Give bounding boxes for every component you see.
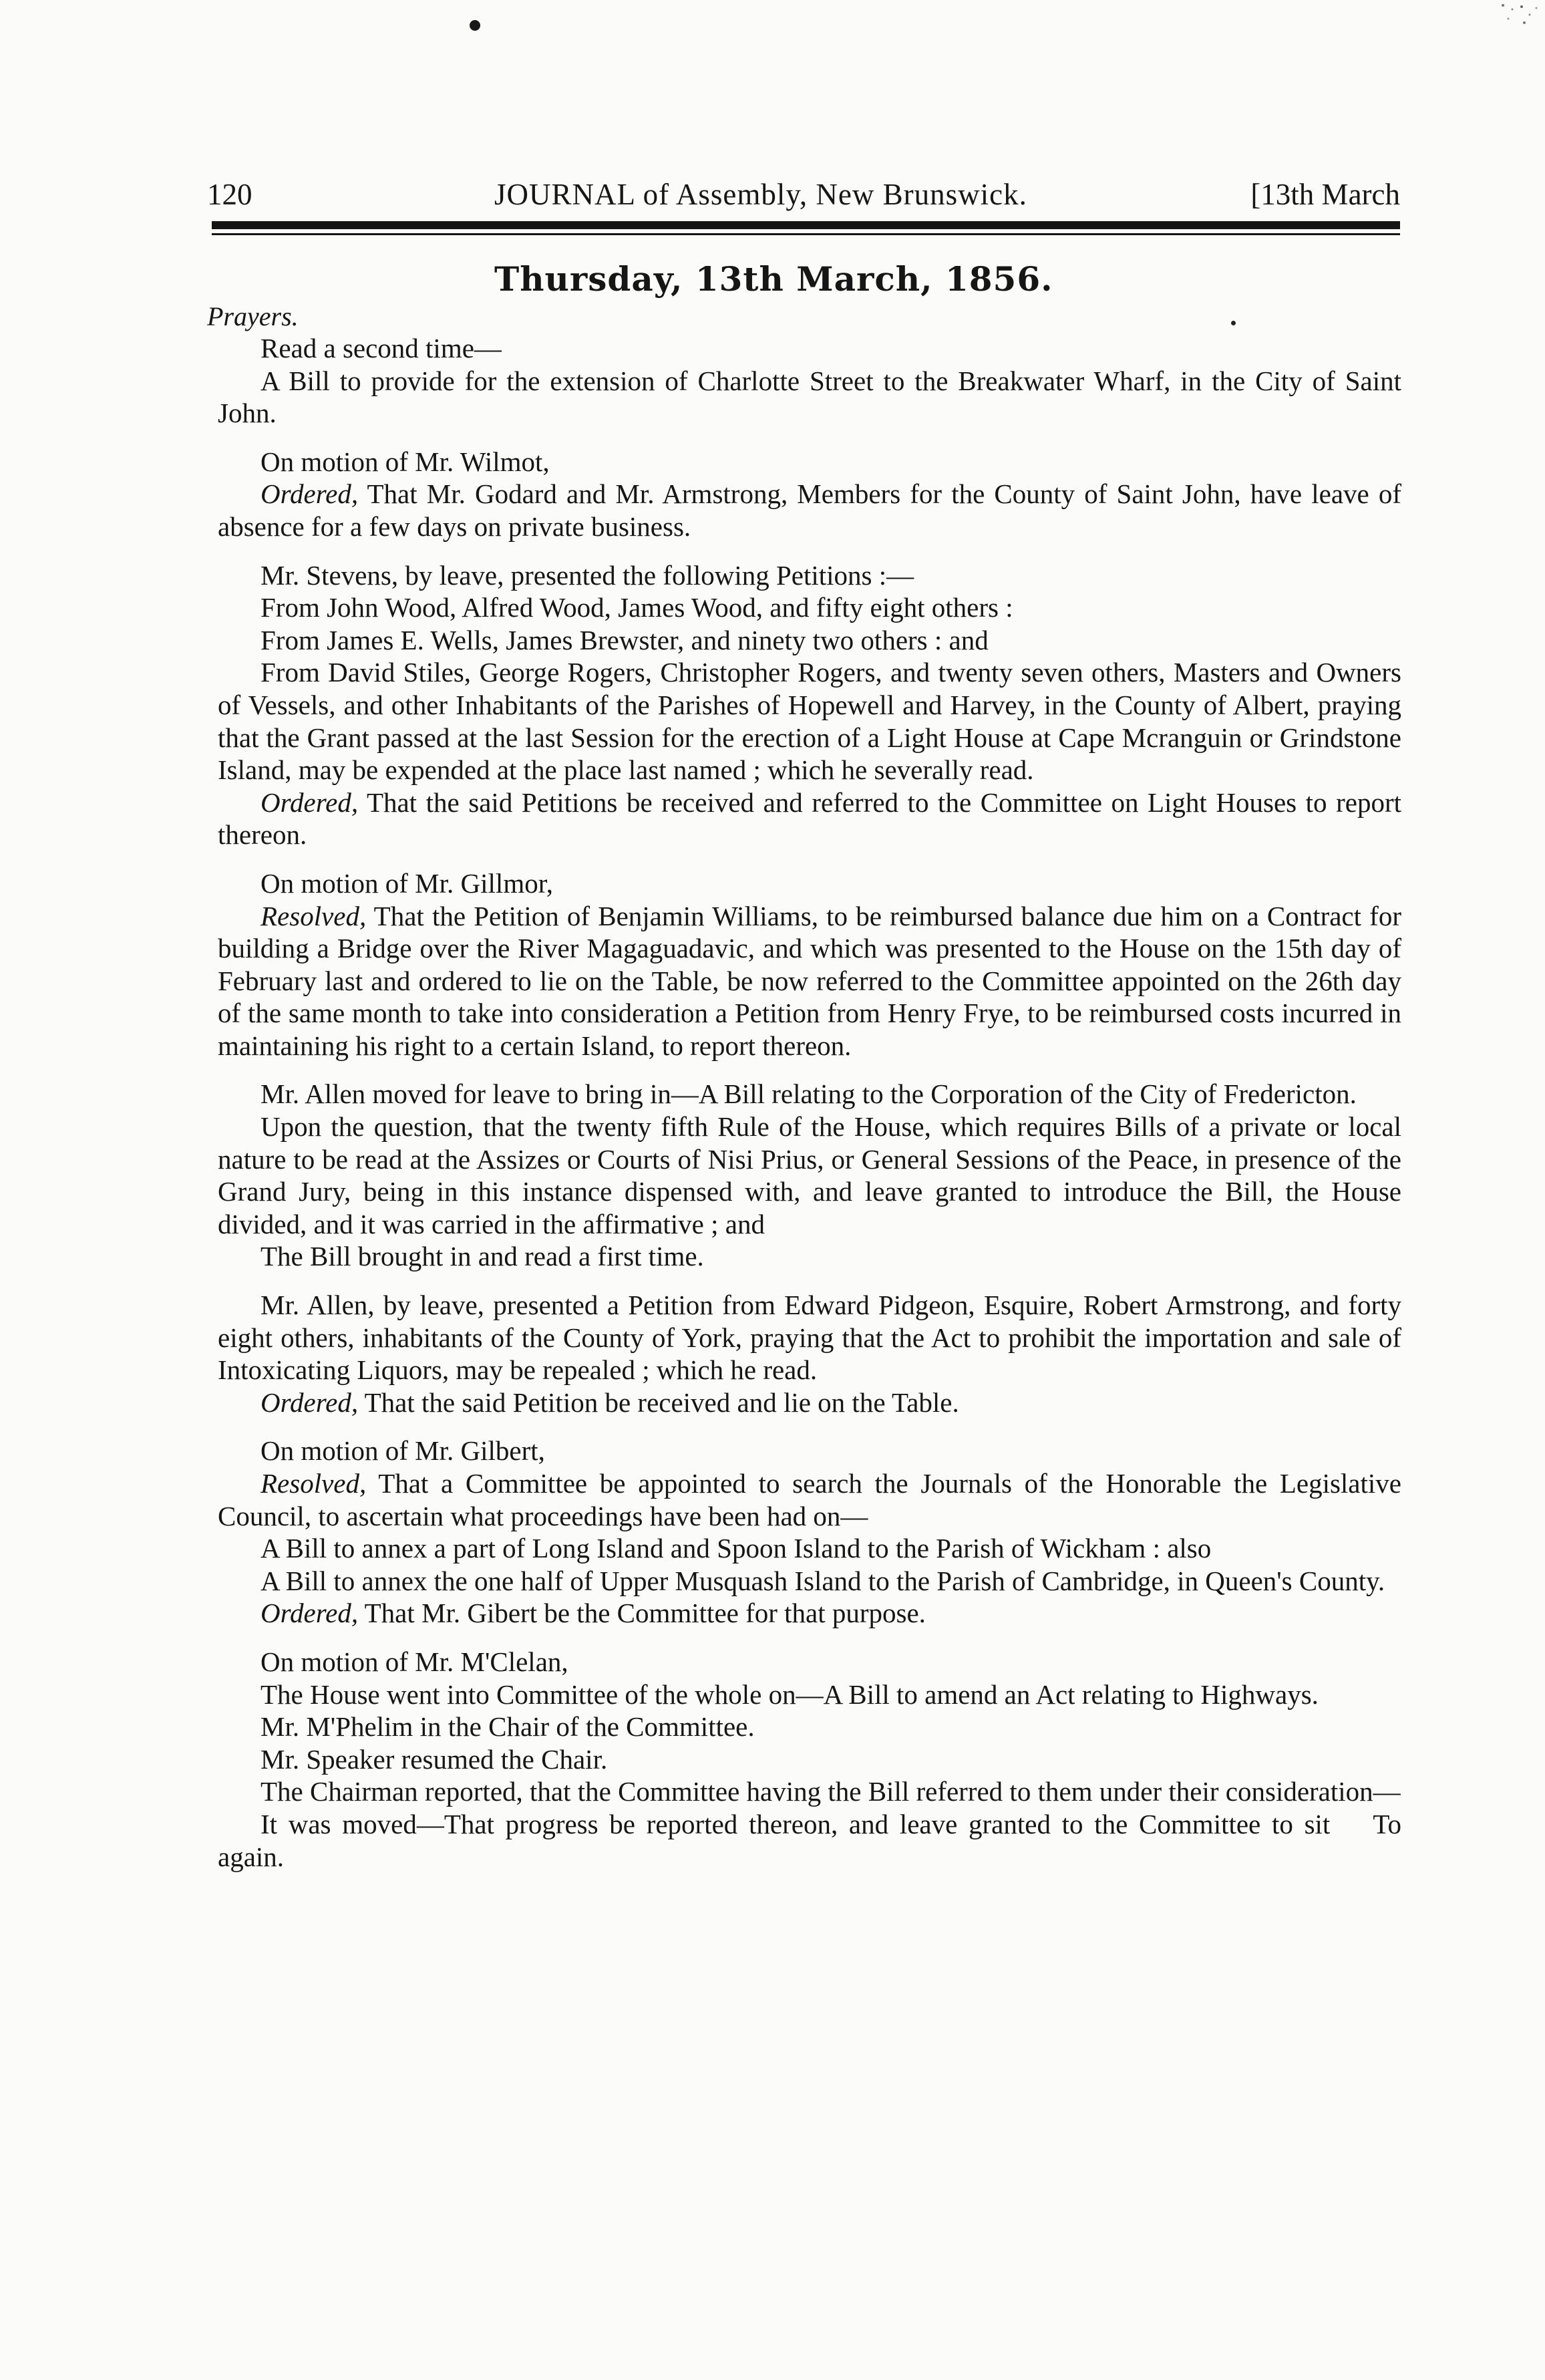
journal-title: JOURNAL of Assembly, New Brunswick. [494,178,1027,211]
catchword: To [1373,1808,1401,1839]
date-range: [13th March [1250,178,1400,211]
paragraph: To It was moved—That progress be reported thereon, and leave granted to the Committee to sit again. [218,1808,1401,1872]
paragraph: The House went into Committee of the whole on—A Bill to amend an Act relating to Highways. [261,1678,1319,1710]
paragraph: From David Stiles, George Rogers, Christopher Rogers, and twenty seven others, Masters and Owners of Vessels, and other Inhabitants of the Parishes of Hopewell and Harvey, in the County of Albert, praying that the Grant passed at the last Session for the erection of a Light House at Cape Mcranguin or Grindstone Island, may be expended at the place last named ; which he severally read. [218,657,1401,786]
paragraph: A Bill to provide for the extension of Charlotte Street to the Breakwater Wharf, in the City of Saint John. [218,365,1401,429]
running-head [207,171,1400,218]
paragraph: Ordered, That Mr. Gibert be the Committee for that purpose. [261,1598,926,1629]
paragraph: Resolved, That the Petition of Benjamin Williams, to be reimbursed balance due him on a Contract for building a Bridge over the River Magaguadavic, and which was presented to the House on the 15th day of February last and ordered to lie on the Table, be now referred to the Committee appointed on the 26th day of the same month to take into consideration a Petition from Henry Frye, to be reimbursed costs incurred in maintaining his right to a certain Island, to report thereon. [218,900,1401,1061]
paragraph: Resolved, That a Committee be appointed to search the Journals of the Honorable the Legislative Council, to ascertain what proceedings have been had on— [218,1468,1401,1531]
paragraph: On motion of Mr. Wilmot, [261,446,550,477]
paragraph: On motion of Mr. Gillmor, [261,867,553,899]
paragraph: Mr. Stevens, by leave, presented the following Petitions :— [261,559,914,591]
ink-dot [470,20,480,31]
paragraph: A Bill to annex the one half of Upper Musquash Island to the Parish of Cambridge, in Queen's County. [261,1565,1385,1596]
paragraph: On motion of Mr. M'Clelan, [261,1646,568,1677]
paragraph: Mr. M'Phelim in the Chair of the Committee. [261,1711,755,1743]
paragraph: Mr. Allen, by leave, presented a Petition from Edward Pidgeon, Esquire, Robert Armstrong, and forty eight others, inhabitants of the County of York, praying that the Act to prohibit the importation and sale of Intoxicating Liquors, may be repealed ; which he read. [218,1290,1401,1386]
paragraph: Mr. Allen moved for leave to bring in—A Bill relating to the Corporation of the City of Fredericton. [261,1078,1357,1110]
paragraph: Ordered, That the said Petitions be received and referred to the Committee on Light Houses to report thereon. [218,786,1401,851]
paragraph: Ordered, That Mr. Godard and Mr. Armstrong, Members for the County of Saint John, have leave of absence for a few days on private business. [218,478,1401,542]
paragraph: The Chairman reported, that the Committee having the Bill referred to them under their consideration— [261,1776,1401,1807]
header-rule-thick [212,221,1400,229]
day-heading: Thursday, 13th March, 1856. [494,259,1053,299]
paragraph: Upon the question, that the twenty fifth Rule of the House, which requires Bills of a private or local nature to be read at the Assizes or Courts of Nisi Prius, or General Sessions of the Peace, in presence of the Grand Jury, being in this instance dispensed with, and leave granted to introduce the Bill, the House divided, and it was carried in the affirmative ; and [218,1111,1401,1239]
sidenote-prayers: Prayers. [207,301,299,331]
paragraph: On motion of Mr. Gilbert, [261,1435,545,1467]
paragraph: The Bill brought in and read a first time. [261,1241,704,1272]
paragraph: Ordered, That the said Petition be received and lie on the Table. [261,1386,959,1418]
paragraph: From John Wood, Alfred Wood, James Wood, and fifty eight others : [261,592,1013,623]
paragraph: From James E. Wells, James Brewster, and ninety two others : and [261,624,989,655]
header-rule-thin [212,233,1400,235]
scan-speckle [1490,0,1543,31]
journal-body [218,332,1401,1873]
paragraph: Mr. Speaker resumed the Chair. [261,1743,608,1775]
page-number: 120 [207,178,252,211]
stray-dot [1231,321,1236,325]
paragraph: Read a second time— [261,333,502,363]
paragraph: A Bill to annex a part of Long Island and Spoon Island to the Parish of Wickham : also [261,1533,1212,1564]
